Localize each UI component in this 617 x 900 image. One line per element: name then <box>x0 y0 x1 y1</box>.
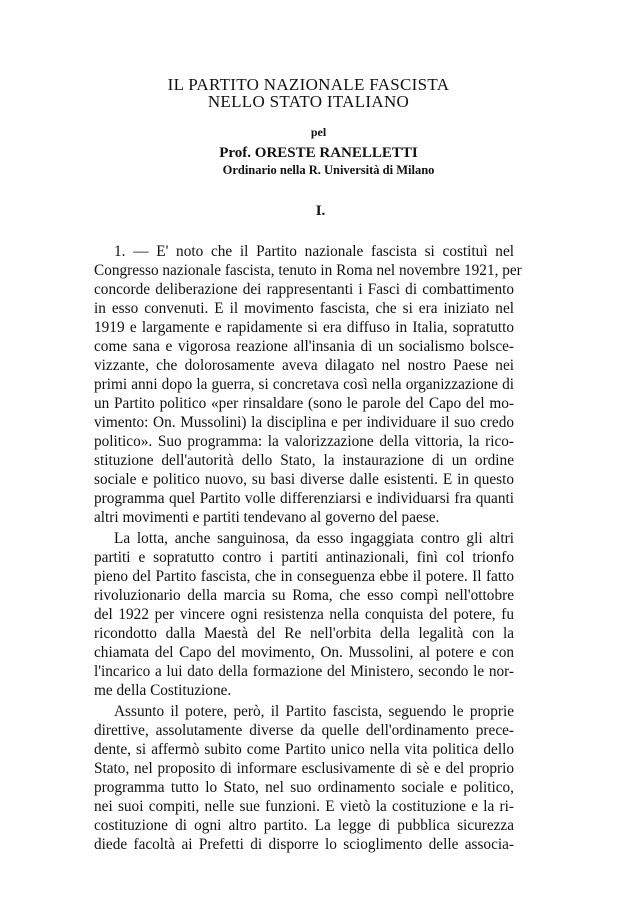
text-line: me della Costituzione. <box>94 682 232 699</box>
text-line: ricondotto dalla Maestà del Re nell'orbita della legalità con la <box>94 625 514 642</box>
text-line: politico». Suo programma: la valorizzazione della vittoria, la rico- <box>94 433 514 450</box>
text-line: chiamata del Capo del movimento, On. Mussolini, al potere e con <box>94 644 514 661</box>
text-line: partiti e sopratutto contro i partiti antinazionali, finì col trionfo <box>94 549 514 566</box>
text-line: Assunto il potere, però, il Partito fascista, seguendo le proprie <box>114 703 514 720</box>
author-affiliation: Ordinario nella R. Università di Milano <box>222 163 435 177</box>
text-line: programma quel Partito volle differenziarsi e individuarsi fra quanti <box>94 490 514 507</box>
text-line: vimento: On. Mussolini) la disciplina e per individuare il suo credo <box>94 414 514 431</box>
text-line: concorde deliberazione dei rappresentanti i Fasci di combattimento <box>94 281 514 298</box>
text-line: come sana e vigorosa reazione all'insania di un socialismo bolsce- <box>94 338 514 355</box>
byline-prefix: pel <box>310 125 327 139</box>
text-line: diede facoltà ai Prefetti di disporre lo scioglimento delle associa- <box>94 836 514 853</box>
text-line: direttive, assolutamente diverse da quelle dell'ordinamento prece- <box>94 722 514 739</box>
text-line: del 1922 per vincere ogni resistenza nella conquista del potere, fu <box>94 606 514 623</box>
text-line: costituzione di ogni altro partito. La legge di pubblica sicurezza <box>94 817 514 834</box>
text-line: Stato, nel proposito di informare esclusivamente di sè e del proprio <box>94 760 514 777</box>
text-line: pieno del Partito fascista, che in conseguenza ebbe il potere. Il fatto <box>94 568 514 585</box>
text-line: altri movimenti e partiti tendevano al governo del paese. <box>94 509 440 526</box>
text-line: sociale e politico nuovo, su basi diverse dalle esistenti. E in questo <box>94 471 514 488</box>
section-number: I. <box>315 203 326 219</box>
text-line: nei suoi compiti, nelle sue funzioni. E vietò la costituzione e la ri- <box>94 798 514 815</box>
text-line: l'incarico a lui dato della formazione del Ministero, secondo le nor- <box>94 663 514 680</box>
text-line: dente, si affermò subito come Partito unico nella vita politica dello <box>94 741 514 758</box>
title-line-1: IL PARTITO NAZIONALE FASCISTA <box>167 75 450 94</box>
text-line: in esso convenuti. E il movimento fascista, che si era iniziato nel <box>94 300 514 317</box>
text-line: La lotta, anche sanguinosa, da esso ingaggiata contro gli altri <box>114 530 514 547</box>
text-line: 1919 e largamente e rapidamente si era diffuso in Italia, sopratutto <box>94 319 514 336</box>
title-line-2: NELLO STATO ITALIANO <box>207 92 410 111</box>
text-line: programma tutto lo Stato, nel suo ordinamento sociale e politico, <box>94 779 514 796</box>
text-line: vizzante, che dolorosamente aveva dilagato nel nostro Paese nei <box>94 357 514 374</box>
text-line: primi anni dopo la guerra, si concretava così nella organizzazione di <box>94 376 514 393</box>
text-line: rivoluzionario della marcia su Roma, che esso compì nell'ottobre <box>94 587 514 604</box>
text-line: Congresso nazionale fascista, tenuto in Roma nel novembre 1921, per <box>94 262 522 279</box>
text-line: stituzione dell'autorità dello Stato, la instaurazione di un ordine <box>94 452 514 469</box>
author-name: Prof. ORESTE RANELLETTI <box>219 145 418 161</box>
text-line: un Partito politico «per rinsaldare (sono le parole del Capo del mo- <box>94 395 514 412</box>
text-line: 1. — E' noto che il Partito nazionale fascista si costituì nel <box>114 243 514 260</box>
